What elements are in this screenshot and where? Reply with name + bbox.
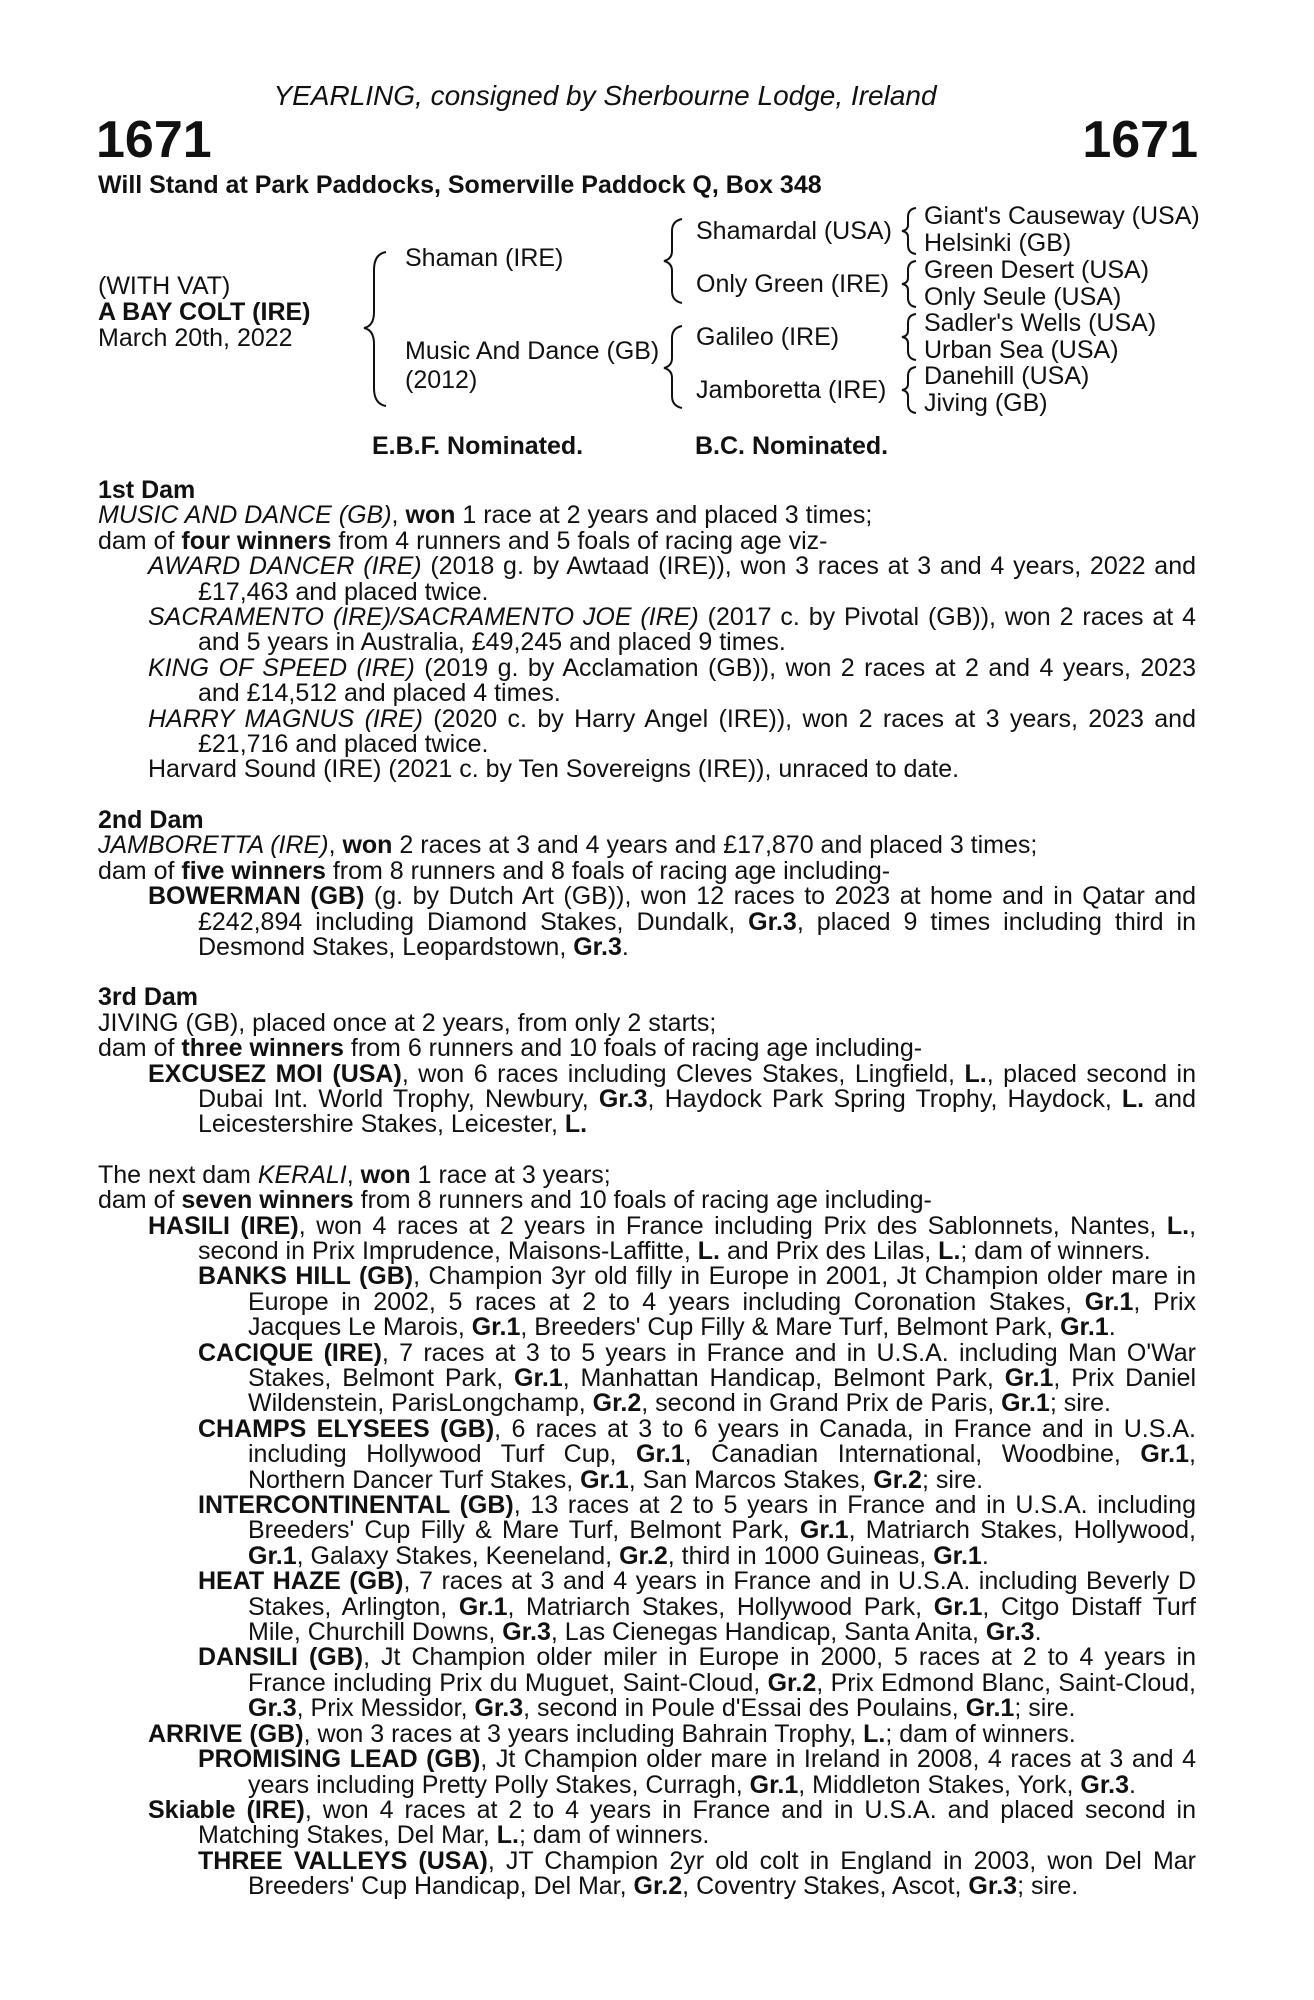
winners-count: seven winners — [181, 1186, 354, 1215]
horse-name: A BAY COLT (IRE) — [98, 298, 311, 326]
gg-dam-sire-dam: Urban Sea (USA) — [924, 336, 1119, 364]
produce-record: , Matriarch Stakes, Hollywood Park, — [507, 1592, 934, 1621]
produce-name: SACRAMENTO (IRE)/SACRAMENTO JOE (IRE) — [148, 603, 699, 632]
produce-record: , Jt Champion older miler in Europe in 2000, 5 races at 2 to 4 years in France including Prix du Muguet, Saint-Cloud, — [248, 1643, 1196, 1697]
pedigree-brace-dam — [660, 322, 690, 410]
produce-record: , Prix Messidor, — [296, 1694, 475, 1723]
produce-record: ; sire. — [1014, 1694, 1076, 1723]
race-grade: Gr.3 — [985, 1618, 1035, 1647]
dam-of-label: dam of — [98, 1186, 182, 1215]
dam-of-label: dam of — [98, 526, 182, 555]
race-grade: Gr.2 — [633, 1872, 683, 1901]
pedigree-brace-sire — [660, 215, 690, 305]
race-grade: Gr.2 — [767, 1668, 817, 1697]
produce-entry — [98, 1264, 1196, 1340]
consignment-title: YEARLING, consigned by Sherbourne Lodge, Ireland — [273, 80, 937, 111]
produce-record: , 7 races at 3 and 4 years in France and in U.S.A. including Beverly D Stakes, Arlington, — [248, 1567, 1197, 1621]
gg-dam-dam-dam: Jiving (GB) — [924, 389, 1048, 417]
pedigree-brace-ss — [898, 205, 922, 257]
second-dam-record: JAMBORETTA (IRE), won 2 races at 3 and 4 years and £17,870 and placed 3 times; — [98, 831, 1038, 860]
first-dam-record: MUSIC AND DANCE (GB), won 1 race at 2 years and placed 3 times; — [98, 501, 873, 530]
produce-name: CHAMPS ELYSEES (GB) — [198, 1414, 495, 1443]
race-grade: Gr.1 — [580, 1465, 629, 1494]
produce-record: (2019 g. by Acclamation (GB)), won 2 races at 2 and 4 years, 2023 and £14,512 and placed 4 times. — [198, 653, 1196, 708]
produce-record: , Canadian International, Woodbine, — [684, 1440, 1141, 1469]
race-grade: Gr.1 — [933, 1592, 983, 1621]
produce-record: , Manhattan Handicap, Belmont Park, — [562, 1364, 1005, 1392]
dam-dam: Jamboretta (IRE) — [696, 376, 887, 404]
won-label: won — [405, 501, 456, 530]
produce-summary-text: from 8 runners and 8 foals of racing age including- — [325, 856, 891, 885]
produce-name: CACIQUE (IRE) — [198, 1338, 382, 1367]
produce-name: Skiable (IRE) — [148, 1795, 305, 1824]
produce-record: , San Marcos Stakes, — [628, 1465, 874, 1494]
produce-record: (g. by Dutch Art (GB)), won 12 races to 2023 at home and in Qatar and £242,894 including Diamond Stakes, Dundalk, — [198, 882, 1197, 936]
produce-record: , Champion 3yr old filly in Europe in 2001, Jt Champion older mare in Europe in 2002, 5 races at 2 to 4 years including Coronation Stakes, — [248, 1262, 1197, 1316]
winners-count: five winners — [181, 856, 326, 885]
dam-of-label: dam of — [98, 1034, 182, 1063]
produce-entry — [98, 1645, 1196, 1721]
ebf-nominated: E.B.F. Nominated. — [372, 432, 584, 460]
third-dam-record: JIVING (GB), placed once at 2 years, from only 2 starts; — [98, 1008, 717, 1037]
produce-record: , Citgo Distaff Turf Mile, Churchill Downs, — [248, 1592, 1197, 1647]
produce-entry — [98, 1569, 1196, 1645]
produce-record: , Prix Daniel Wildenstein, ParisLongchamp, — [248, 1364, 1196, 1418]
produce-entry — [98, 704, 1196, 759]
race-grade: Gr.1 — [514, 1364, 563, 1392]
race-grade: L. — [1121, 1084, 1145, 1113]
produce-record: , won 4 races at 2 years in France including Prix des Sablonnets, Nantes, — [298, 1211, 1167, 1240]
produce-entry — [98, 1846, 1196, 1901]
dam-name: Music And Dance (GB) — [405, 337, 660, 365]
third-dam-heading: 3rd Dam — [98, 983, 199, 1012]
produce-name: EXCUSEZ MOI (USA) — [148, 1059, 402, 1088]
produce-name: HARRY MAGNUS (IRE) — [148, 704, 423, 733]
produce-record: , second in Grand Prix de Paris, — [641, 1389, 1002, 1418]
produce-record: , Breeders' Cup Filly & Mare Turf, Belmont Park, — [520, 1313, 1061, 1342]
produce-record: , second in Prix Imprudence, Maisons-Laffitte, — [198, 1211, 1197, 1265]
produce-name: HEAT HAZE (GB) — [198, 1567, 404, 1596]
foaling-date: March 20th, 2022 — [98, 324, 293, 352]
produce-name: HASILI (IRE) — [148, 1211, 299, 1240]
produce-record: , Northern Dancer Turf Stakes, — [248, 1440, 1196, 1494]
produce-record: and Prix des Lilas, — [720, 1236, 939, 1265]
produce-record: (2020 c. by Harry Angel (IRE)), won 2 races at 3 years, 2023 and £21,716 and placed twice. — [198, 704, 1196, 759]
produce-record: ; dam of winners. — [960, 1236, 1151, 1265]
lot-number-right: 1671 — [1082, 111, 1198, 169]
second-dam-produce-summary — [98, 856, 1196, 885]
separator: , — [346, 1160, 361, 1189]
produce-name: BANKS HILL (GB) — [198, 1262, 414, 1291]
produce-record: . — [981, 1541, 989, 1570]
first-dam-produce-summary — [98, 526, 1196, 555]
produce-record: , Las Cienegas Handicap, Santa Anita, — [550, 1618, 986, 1647]
race-grade: Gr.1 — [248, 1541, 297, 1570]
produce-record: , placed 9 times including third in Desmond Stakes, Leopardstown, — [198, 907, 1196, 961]
race-grade: Gr.3 — [573, 932, 622, 961]
produce-name: AWARD DANCER (IRE) — [148, 552, 422, 581]
dam-foaled-year: (2012) — [405, 366, 478, 394]
race-grade: L. — [964, 1059, 987, 1088]
produce-name: INTERCONTINENTAL (GB) — [198, 1491, 514, 1520]
gg-sire-dam-sire: Green Desert (USA) — [924, 256, 1150, 284]
gg-sire-sire-dam: Helsinki (GB) — [924, 229, 1072, 257]
second-dam-name: JAMBORETTA (IRE) — [98, 831, 329, 860]
produce-record: . — [621, 932, 629, 961]
race-grade: Gr.3 — [1080, 1770, 1130, 1799]
race-grade: Gr.2 — [873, 1465, 922, 1494]
first-dam-name: MUSIC AND DANCE (GB) — [98, 501, 392, 530]
next-dam-produce-summary — [98, 1188, 1196, 1213]
produce-record: and Leicestershire Stakes, Leicester, — [198, 1084, 1196, 1139]
second-dam-record-text: 2 races at 3 and 4 years and £17,870 and placed 3 times; — [392, 831, 1038, 860]
first-dam-heading: 1st Dam — [98, 476, 196, 504]
dam-sire: Galileo (IRE) — [696, 323, 840, 351]
catalogue-body — [98, 478, 1196, 1900]
race-grade: Gr.2 — [619, 1541, 668, 1570]
pedigree-brace-main — [360, 248, 394, 408]
produce-entry — [98, 1493, 1196, 1569]
winners-count: three winners — [181, 1034, 344, 1063]
race-grade: Gr.3 — [968, 1872, 1018, 1901]
produce-entry — [98, 1795, 1196, 1850]
race-grade: L. — [496, 1821, 519, 1850]
sire-name: Shaman (IRE) — [405, 244, 564, 272]
produce-name: KING OF SPEED (IRE) — [148, 653, 415, 682]
gg-dam-dam-sire: Danehill (USA) — [924, 362, 1090, 390]
produce-record: , Middleton Stakes, York, — [798, 1770, 1081, 1799]
produce-record: . — [1034, 1618, 1042, 1647]
race-grade: Gr.1 — [933, 1541, 982, 1570]
produce-summary-text: from 8 runners and 10 foals of racing age including- — [353, 1186, 932, 1215]
produce-record: , Galaxy Stakes, Keeneland, — [296, 1541, 620, 1570]
gg-dam-sire-sire: Sadler's Wells (USA) — [924, 309, 1157, 337]
race-grade: L. — [564, 1110, 588, 1139]
produce-entry — [98, 653, 1196, 708]
race-grade: L. — [697, 1236, 720, 1265]
race-grade: Gr.1 — [1001, 1389, 1050, 1418]
race-grade: Gr.1 — [1060, 1313, 1109, 1342]
second-dam-heading: 2nd Dam — [98, 805, 204, 834]
produce-record: , second in Poule d'Essai des Poulains, — [523, 1694, 966, 1723]
produce-record: , won 4 races at 2 to 4 years in France and in U.S.A. and placed second in Matching Stakes, Del Mar, — [198, 1795, 1196, 1850]
produce-entry: Harvard Sound (IRE) (2021 c. by Ten Sovereigns (IRE)), unraced to date. — [148, 755, 960, 784]
pedigree-brace-ds — [898, 311, 922, 363]
produce-record: , 7 races at 3 to 5 years in France and in U.S.A. including Man O'War Stakes, Belmont Park, — [248, 1338, 1196, 1392]
produce-entry — [98, 1414, 1196, 1494]
produce-record: , placed second in Dubai Int. World Trophy, Newbury, — [198, 1059, 1196, 1113]
won-label: won — [342, 831, 393, 860]
produce-record: ; sire. — [1017, 1872, 1079, 1901]
race-grade: L. — [1166, 1211, 1190, 1240]
produce-record: , won 6 races including Cleves Stakes, Lingfield, — [401, 1059, 965, 1088]
produce-entry — [98, 1338, 1196, 1418]
sire-dam: Only Green (IRE) — [696, 270, 890, 298]
produce-record: (2017 c. by Pivotal (GB)), won 2 races at 4 and 5 years in Australia, £49,245 and placed 9 times. — [198, 603, 1196, 657]
race-grade: Gr.3 — [598, 1084, 648, 1113]
lot-number-left: 1671 — [96, 111, 212, 169]
race-grade: Gr.3 — [748, 907, 797, 936]
vat-note: (WITH VAT) — [98, 272, 231, 300]
next-dam-record-text: 1 race at 3 years; — [410, 1160, 611, 1189]
produce-record: , JT Champion 2yr old colt in England in 2003, won Del Mar Breeders' Cup Handicap, Del Mar, — [248, 1846, 1196, 1901]
gg-sire-dam-dam: Only Seule (USA) — [924, 283, 1122, 311]
race-grade: Gr.1 — [799, 1516, 849, 1545]
winners-count: four winners — [181, 526, 332, 555]
race-grade: Gr.1 — [1004, 1364, 1054, 1392]
race-grade: Gr.3 — [474, 1694, 524, 1723]
produce-record: , 13 races at 2 to 5 years in France and in U.S.A. including Breeders' Cup Filly & Mare Turf, Belmont Park, — [248, 1491, 1196, 1545]
race-grade: Gr.3 — [248, 1694, 297, 1723]
race-grade: Gr.1 — [1084, 1287, 1134, 1316]
produce-record: , Jt Champion older mare in Ireland in 2008, 4 races at 3 and 4 years including Pretty Polly Stakes, Curragh, — [248, 1745, 1196, 1799]
produce-record: , Coventry Stakes, Ascot, — [682, 1872, 969, 1901]
race-grade: Gr.1 — [1140, 1440, 1190, 1469]
produce-record: ; dam of winners. — [885, 1719, 1076, 1748]
bc-nominated: B.C. Nominated. — [695, 432, 889, 460]
pedigree-brace-sd — [898, 258, 922, 310]
produce-entry — [98, 1747, 1196, 1798]
dam-of-label: dam of — [98, 856, 182, 885]
produce-name: PROMISING LEAD (GB) — [198, 1745, 481, 1774]
next-dam-name: KERALI — [257, 1160, 347, 1189]
produce-record: . — [1129, 1770, 1136, 1799]
next-dam-record — [98, 1160, 1196, 1189]
third-dam-produce-summary — [98, 1036, 1196, 1061]
produce-record: , third in 1000 Guineas, — [667, 1541, 934, 1570]
race-grade: Gr.1 — [458, 1592, 508, 1621]
produce-summary-text: from 6 runners and 10 foals of racing age including- — [343, 1034, 923, 1063]
produce-entry — [98, 884, 1196, 960]
produce-record: , Prix Jacques Le Marois, — [248, 1287, 1196, 1342]
race-grade: Gr.3 — [502, 1618, 551, 1647]
gg-sire-sire-sire: Giant's Causeway (USA) — [924, 202, 1200, 230]
race-grade: Gr.1 — [749, 1770, 799, 1799]
produce-record: , won 3 races at 3 years including Bahrain Trophy, — [303, 1719, 864, 1748]
produce-record: , 6 races at 3 to 6 years in Canada, in France and in U.S.A. including Hollywood Turf Cup, — [248, 1414, 1196, 1469]
produce-record: , Matriarch Stakes, Hollywood, — [848, 1516, 1197, 1545]
produce-record: , Prix Edmond Blanc, Saint-Cloud, — [816, 1668, 1196, 1697]
produce-name: ARRIVE (GB) — [148, 1719, 304, 1748]
won-label: won — [360, 1160, 411, 1189]
produce-entry — [98, 605, 1196, 656]
pedigree-brace-dd — [898, 364, 922, 416]
race-grade: Gr.1 — [636, 1440, 685, 1469]
first-dam-record-text: 1 race at 2 years and placed 3 times; — [455, 501, 873, 530]
next-dam-label: The next dam — [98, 1160, 258, 1189]
race-grade: Gr.1 — [965, 1694, 1015, 1723]
produce-name: DANSILI (GB) — [198, 1643, 364, 1672]
race-grade: L. — [863, 1719, 886, 1748]
produce-entry — [98, 554, 1196, 605]
produce-record: ; sire. — [921, 1465, 984, 1494]
produce-record: ; dam of winners. — [518, 1821, 710, 1850]
produce-summary-text: from 4 runners and 5 foals of racing age viz- — [331, 526, 828, 555]
produce-entry — [98, 1211, 1197, 1265]
race-grade: Gr.2 — [592, 1389, 642, 1418]
produce-name: THREE VALLEYS (USA) — [198, 1846, 488, 1875]
produce-record: , Haydock Park Spring Trophy, Haydock, — [647, 1084, 1122, 1113]
produce-entry — [98, 1719, 1196, 1748]
produce-record: . — [1108, 1313, 1116, 1342]
sire-sire: Shamardal (USA) — [696, 217, 892, 245]
produce-record: ; sire. — [1049, 1389, 1111, 1418]
produce-record: (2018 g. by Awtaad (IRE)), won 3 races at 3 and 4 years, 2022 and £17,463 and placed twice. — [198, 552, 1196, 606]
produce-entry — [98, 1059, 1196, 1139]
produce-name: BOWERMAN (GB) — [148, 882, 365, 911]
race-grade: Gr.1 — [471, 1313, 521, 1342]
race-grade: L. — [938, 1236, 961, 1265]
stand-location: Will Stand at Park Paddocks, Somerville Paddock Q, Box 348 — [98, 171, 822, 199]
